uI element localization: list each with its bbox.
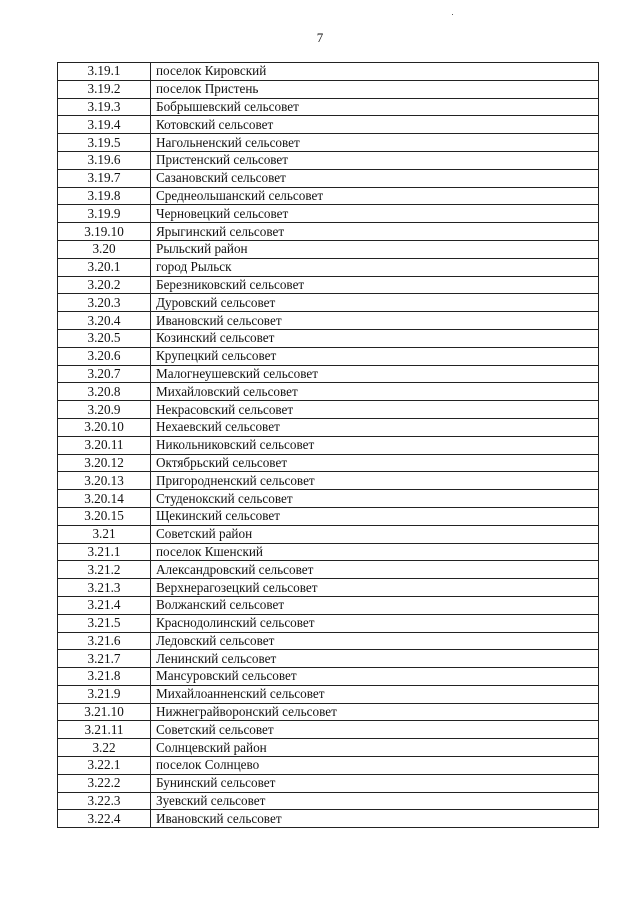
row-name: Бунинский сельсовет [151, 774, 599, 792]
row-code: 3.21.3 [58, 579, 151, 597]
table-row [58, 685, 599, 703]
table-row [58, 116, 599, 134]
table-row [58, 739, 599, 757]
table-row [58, 401, 599, 419]
row-code: 3.20.4 [58, 312, 151, 330]
table-row [58, 703, 599, 721]
row-code: 3.21 [58, 525, 151, 543]
table-row [58, 187, 599, 205]
table-row [58, 721, 599, 739]
row-name: Ярыгинский сельсовет [151, 223, 599, 241]
row-name: Ивановский сельсовет [151, 810, 599, 828]
table-row [58, 240, 599, 258]
table-row [58, 632, 599, 650]
row-code: 3.21.8 [58, 668, 151, 686]
row-name: Щекинский сельсовет [151, 507, 599, 525]
row-name: Никольниковский сельсовет [151, 436, 599, 454]
table-row [58, 436, 599, 454]
table-row [58, 507, 599, 525]
row-name: Черновецкий сельсовет [151, 205, 599, 223]
row-code: 3.20.12 [58, 454, 151, 472]
row-code: 3.19.2 [58, 80, 151, 98]
row-code: 3.20.11 [58, 436, 151, 454]
row-name: Советский сельсовет [151, 721, 599, 739]
row-code: 3.21.7 [58, 650, 151, 668]
row-code: 3.20.5 [58, 329, 151, 347]
table-row [58, 418, 599, 436]
table-row [58, 80, 599, 98]
table-row [58, 614, 599, 632]
row-code: 3.20.1 [58, 258, 151, 276]
row-name: Солнцевский район [151, 739, 599, 757]
table-row [58, 223, 599, 241]
row-code: 3.20.13 [58, 472, 151, 490]
row-name: Березниковский сельсовет [151, 276, 599, 294]
table-row [58, 543, 599, 561]
table-row [58, 169, 599, 187]
row-name: Нижнеграйворонский сельсовет [151, 703, 599, 721]
table-row [58, 347, 599, 365]
row-code: 3.22.4 [58, 810, 151, 828]
table-row [58, 596, 599, 614]
table-row [58, 650, 599, 668]
row-name: Верхнерагозецкий сельсовет [151, 579, 599, 597]
row-code: 3.22.3 [58, 792, 151, 810]
municipality-table [57, 62, 599, 828]
table-row [58, 134, 599, 152]
row-name: Нехаевский сельсовет [151, 418, 599, 436]
row-name: Крупецкий сельсовет [151, 347, 599, 365]
table-row [58, 490, 599, 508]
row-name: Сазановский сельсовет [151, 169, 599, 187]
row-name: Дуровский сельсовет [151, 294, 599, 312]
row-code: 3.21.9 [58, 685, 151, 703]
row-code: 3.22.1 [58, 757, 151, 775]
row-code: 3.21.6 [58, 632, 151, 650]
row-code: 3.20.8 [58, 383, 151, 401]
table-row [58, 810, 599, 828]
row-code: 3.21.5 [58, 614, 151, 632]
row-name: Котовский сельсовет [151, 116, 599, 134]
table-row [58, 668, 599, 686]
row-code: 3.19.10 [58, 223, 151, 241]
row-name: город Рыльск [151, 258, 599, 276]
row-code: 3.20.9 [58, 401, 151, 419]
row-name: Пригородненский сельсовет [151, 472, 599, 490]
row-code: 3.19.4 [58, 116, 151, 134]
table-row [58, 579, 599, 597]
page-number: 7 [316, 30, 324, 45]
row-name: поселок Пристень [151, 80, 599, 98]
row-code: 3.19.3 [58, 98, 151, 116]
table-row [58, 258, 599, 276]
row-code: 3.22 [58, 739, 151, 757]
row-code: 3.20.7 [58, 365, 151, 383]
scan-speck [452, 14, 453, 15]
row-code: 3.20.3 [58, 294, 151, 312]
row-name: Александровский сельсовет [151, 561, 599, 579]
row-name: Некрасовский сельсовет [151, 401, 599, 419]
row-code: 3.21.10 [58, 703, 151, 721]
row-name: Козинский сельсовет [151, 329, 599, 347]
row-name: поселок Солнцево [151, 757, 599, 775]
row-name: Ивановский сельсовет [151, 312, 599, 330]
row-code: 3.20.6 [58, 347, 151, 365]
row-name: Малогнеушевский сельсовет [151, 365, 599, 383]
row-name: Нагольненский сельсовет [151, 134, 599, 152]
row-code: 3.20 [58, 240, 151, 258]
row-code: 3.22.2 [58, 774, 151, 792]
table-row [58, 365, 599, 383]
row-code: 3.19.5 [58, 134, 151, 152]
row-name: Михайлоанненский сельсовет [151, 685, 599, 703]
row-code: 3.21.11 [58, 721, 151, 739]
row-name: Михайловский сельсовет [151, 383, 599, 401]
row-name: Студенокский сельсовет [151, 490, 599, 508]
row-name: Ледовский сельсовет [151, 632, 599, 650]
table-row [58, 63, 599, 81]
row-name: Волжанский сельсовет [151, 596, 599, 614]
row-name: Бобрышевский сельсовет [151, 98, 599, 116]
row-code: 3.19.9 [58, 205, 151, 223]
table-row [58, 151, 599, 169]
table-row [58, 561, 599, 579]
table-row [58, 205, 599, 223]
row-name: Ленинский сельсовет [151, 650, 599, 668]
table-row [58, 792, 599, 810]
row-code: 3.19.7 [58, 169, 151, 187]
row-code: 3.19.6 [58, 151, 151, 169]
row-name: Среднеольшанский сельсовет [151, 187, 599, 205]
table-row [58, 98, 599, 116]
row-name: Рыльский район [151, 240, 599, 258]
row-code: 3.20.2 [58, 276, 151, 294]
row-code: 3.19.1 [58, 63, 151, 81]
row-code: 3.21.4 [58, 596, 151, 614]
row-code: 3.19.8 [58, 187, 151, 205]
row-name: Советский район [151, 525, 599, 543]
table-row [58, 329, 599, 347]
table-row [58, 757, 599, 775]
table-row [58, 383, 599, 401]
row-code: 3.20.10 [58, 418, 151, 436]
row-code: 3.20.15 [58, 507, 151, 525]
municipality-table-body [58, 63, 599, 828]
table-row [58, 525, 599, 543]
row-code: 3.21.1 [58, 543, 151, 561]
row-name: Краснодолинский сельсовет [151, 614, 599, 632]
row-name: Октябрьский сельсовет [151, 454, 599, 472]
row-code: 3.21.2 [58, 561, 151, 579]
table-row [58, 774, 599, 792]
row-name: Зуевский сельсовет [151, 792, 599, 810]
row-name: поселок Кировский [151, 63, 599, 81]
table-row [58, 294, 599, 312]
row-name: поселок Кшенский [151, 543, 599, 561]
row-name: Пристенский сельсовет [151, 151, 599, 169]
table-row [58, 454, 599, 472]
table-row [58, 276, 599, 294]
table-row [58, 472, 599, 490]
row-code: 3.20.14 [58, 490, 151, 508]
row-name: Мансуровский сельсовет [151, 668, 599, 686]
table-row [58, 312, 599, 330]
